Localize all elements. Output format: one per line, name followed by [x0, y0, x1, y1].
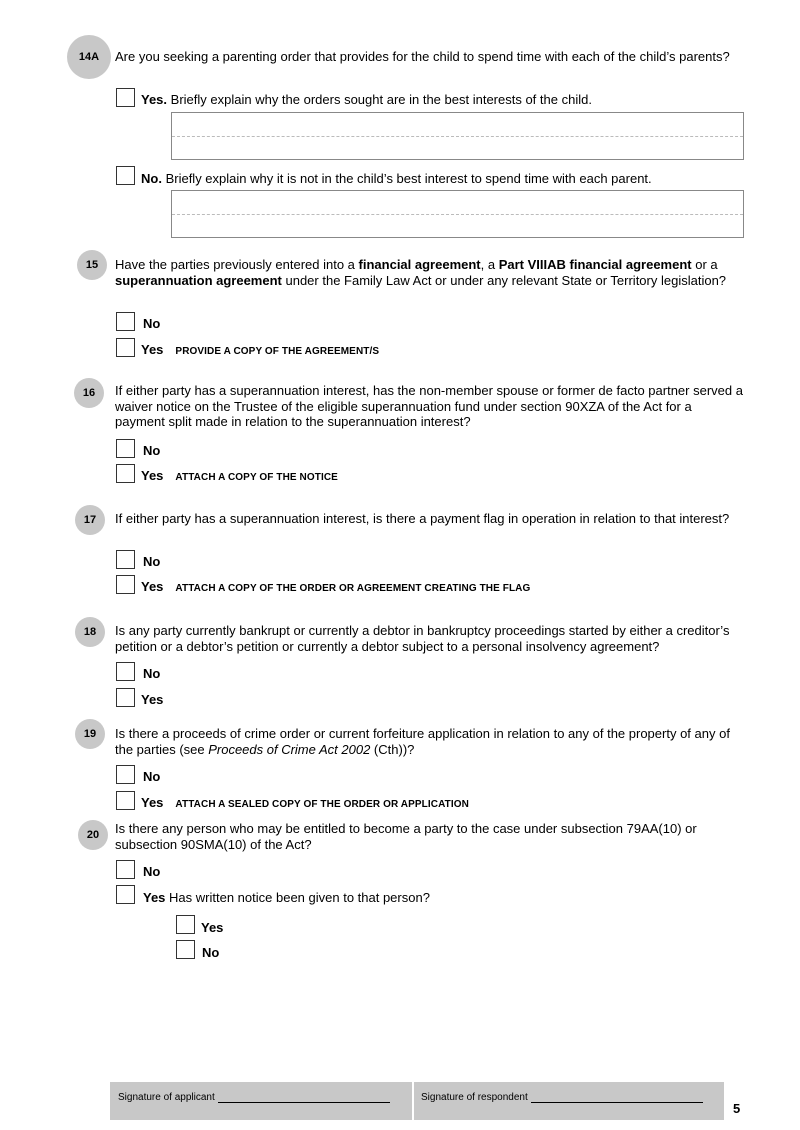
yes-checkbox[interactable] [116, 885, 135, 904]
bold-term: financial agreement [358, 257, 481, 272]
yes-checkbox[interactable] [116, 464, 135, 483]
yes-explain: Briefly explain why the orders sought are in the best interests of the child. [170, 92, 592, 107]
sub-yes-label: Yes [201, 920, 224, 935]
respondent-signature-label: Signature of respondent [421, 1092, 528, 1103]
respondent-signature-line[interactable] [531, 1092, 703, 1103]
text-run: Have the parties previously entered into a [115, 257, 359, 272]
yes-label: Yes [141, 579, 164, 594]
respondent-signature [421, 1092, 703, 1103]
question-number-badge [78, 820, 108, 850]
text-run: , a [480, 257, 499, 272]
question-number-badge [75, 719, 105, 749]
no-label: No [143, 316, 161, 331]
yes-note: PROVIDE A COPY OF THE AGREEMENT/S [175, 346, 380, 357]
no-checkbox[interactable] [116, 550, 135, 569]
option-label [141, 342, 379, 359]
yes-note: ATTACH A COPY OF THE NOTICE [175, 472, 338, 483]
footer-divider [412, 1082, 414, 1120]
option-label [141, 579, 530, 596]
question-text: Is there any person who may be entitled to become a party to the case under subsection 79AA(10) or subsection 90SMA(10) of the Act? [115, 821, 697, 852]
question-number: 14A [78, 51, 100, 63]
question-number-badge [75, 505, 105, 535]
signature-footer [110, 1082, 724, 1120]
yes-checkbox[interactable] [116, 688, 135, 707]
yes-label: Yes [141, 795, 164, 810]
bold-term: superannuation agreement [115, 272, 282, 288]
question-number: 20 [86, 829, 100, 841]
question-text: Are you seeking a parenting order that provides for the child to spend time with each of the child’s parents? [115, 49, 730, 64]
question-text: If either party has a superannuation interest, has the non-member spouse or former de facto partner served a waiver notice on the Trustee of the eligible superannuation fund under section 90XZA of the Act for a payment split made in relation to the superannuation interest? [115, 383, 743, 429]
divider [172, 136, 743, 137]
no-checkbox[interactable] [116, 662, 135, 681]
applicant-signature [118, 1092, 390, 1103]
question-number-badge [77, 250, 107, 280]
question-text [115, 257, 745, 288]
no-label: No. [141, 171, 162, 186]
italic-act-name: Proceeds of Crime Act 2002 [208, 741, 371, 757]
option-label [141, 92, 592, 107]
no-checkbox[interactable] [116, 439, 135, 458]
yes-label: Yes [141, 342, 164, 357]
question-number: 16 [82, 387, 96, 399]
sub-yes-checkbox[interactable] [176, 915, 195, 934]
question-number-badge [74, 378, 104, 408]
question-number-badge [75, 617, 105, 647]
no-label: No [143, 769, 161, 784]
no-checkbox[interactable] [116, 312, 135, 331]
question-number: 15 [85, 259, 99, 271]
yes-note: ATTACH A COPY OF THE ORDER OR AGREEMENT CREATING THE FLAG [175, 583, 531, 594]
option-label [141, 795, 469, 812]
no-checkbox[interactable] [116, 860, 135, 879]
yes-explain: Has written notice been given to that person? [169, 890, 430, 905]
question-text: Is any party currently bankrupt or currently a debtor in bankruptcy proceedings started by either a creditor’s petition or a debtor’s petition or currently a debtor subject to a personal insolvency agreement? [115, 623, 730, 654]
no-checkbox[interactable] [116, 765, 135, 784]
question-text: If either party has a superannuation interest, is there a payment flag in operation in relation to that interest? [115, 511, 730, 526]
applicant-signature-line[interactable] [218, 1092, 390, 1103]
yes-note: ATTACH A SEALED COPY OF THE ORDER OR APPLICATION [175, 799, 469, 810]
bold-term: Part VIIIAB financial agreement [498, 257, 692, 272]
page-number: 5 [733, 1101, 741, 1116]
sub-no-label: No [202, 945, 220, 960]
text-run: Is there a proceeds of crime order or current forfeiture application in relation to any of the property of any of the parties (see [115, 726, 730, 757]
no-label: No [143, 554, 161, 569]
text-run: or a [691, 257, 718, 272]
no-label: No [143, 443, 161, 458]
yes-checkbox[interactable] [116, 575, 135, 594]
yes-label: Yes [141, 468, 164, 483]
text-run: (Cth))? [370, 741, 415, 757]
yes-label: Yes [143, 890, 166, 905]
question-text [115, 726, 745, 757]
question-number: 18 [83, 626, 97, 638]
option-label [143, 890, 430, 905]
explanation-textbox[interactable] [171, 190, 744, 238]
option-label [141, 171, 652, 186]
explanation-textbox[interactable] [171, 112, 744, 160]
question-number: 19 [83, 728, 97, 740]
no-label: No [143, 864, 161, 879]
yes-checkbox[interactable] [116, 791, 135, 810]
yes-label: Yes [141, 692, 164, 707]
option-label [141, 468, 338, 485]
no-checkbox[interactable] [116, 166, 135, 185]
sub-no-checkbox[interactable] [176, 940, 195, 959]
text-run: under the Family Law Act or under any relevant State or Territory legislation? [281, 272, 727, 288]
question-number-badge [67, 35, 111, 79]
yes-checkbox[interactable] [116, 338, 135, 357]
applicant-signature-label: Signature of applicant [118, 1092, 215, 1103]
yes-checkbox[interactable] [116, 88, 135, 107]
question-number: 17 [83, 514, 97, 526]
no-label: No [143, 666, 161, 681]
yes-label: Yes. [141, 92, 168, 107]
divider [172, 214, 743, 215]
no-explain: Briefly explain why it is not in the child’s best interest to spend time with each parent. [165, 171, 652, 186]
